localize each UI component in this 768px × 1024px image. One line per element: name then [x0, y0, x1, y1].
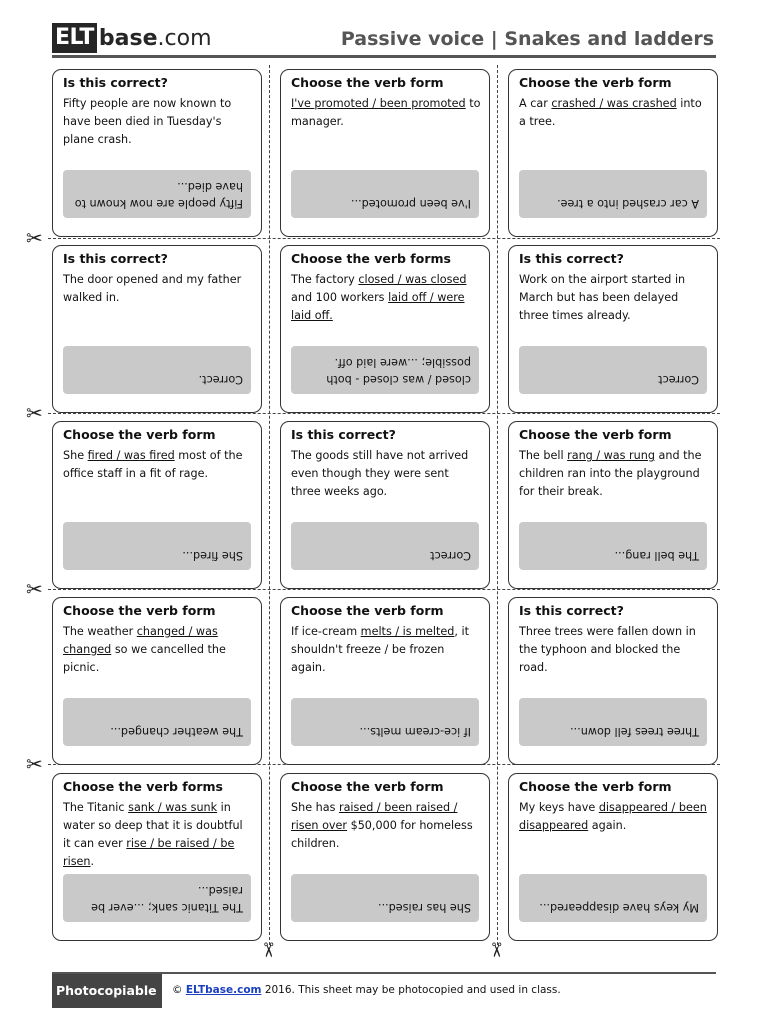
- eltbase-logo: [52, 22, 212, 54]
- answer-text: My keys have disappeared...: [539, 901, 699, 914]
- card-question: [63, 623, 253, 677]
- question-text: The Titanic: [63, 801, 129, 814]
- question-text: to manager.: [291, 97, 481, 128]
- question-text: , it shouldn't freeze / be frozen again.: [291, 625, 470, 674]
- cut-line-horizontal-2: [48, 413, 720, 414]
- answer-box: [291, 346, 479, 394]
- answer-text: Fifty people are now known to have died...: [74, 180, 243, 210]
- logo-box: ELT: [52, 23, 97, 53]
- answer-text: She fired...: [182, 549, 243, 562]
- scissors-icon: ✂: [26, 577, 43, 601]
- verb-choice: raised / been raised / risen over: [291, 801, 458, 832]
- answer-text: closed / was closed - both possible; ...were laid off.: [326, 356, 471, 386]
- answer-text: If ice-cream melts...: [359, 725, 471, 738]
- card-question: [63, 271, 253, 307]
- question-text: so we cancelled the picnic.: [63, 643, 226, 674]
- game-card: [508, 597, 718, 765]
- question-text: Three trees were fallen down in the typhoon and blocked the road.: [519, 625, 696, 674]
- card-title: Is this correct?: [519, 603, 624, 618]
- answer-box: [291, 698, 479, 746]
- game-card: [280, 245, 490, 413]
- answer-text: Correct: [430, 549, 471, 562]
- scissors-icon: ✂: [26, 752, 43, 776]
- card-question: [519, 447, 709, 501]
- verb-choice: laid off / were laid off.: [291, 291, 465, 322]
- question-text: My keys have: [519, 801, 599, 814]
- card-title: Choose the verb forms: [291, 251, 451, 266]
- card-question: [291, 447, 481, 501]
- verb-choice: sank / was sunk: [128, 801, 218, 814]
- cut-line-vertical-1: [269, 65, 270, 945]
- card-title: Choose the verb forms: [63, 779, 223, 794]
- card-title: Is this correct?: [63, 251, 168, 266]
- header-divider: [52, 55, 716, 58]
- verb-choice: crashed / was crashed: [551, 97, 677, 110]
- question-text: The weather: [63, 625, 137, 638]
- answer-box: [291, 874, 479, 922]
- question-text: A car: [519, 97, 552, 110]
- cut-line-horizontal-3: [48, 589, 720, 590]
- answer-text: A car crashed into a tree.: [557, 197, 699, 210]
- verb-choice: melts / is melted: [360, 625, 455, 638]
- card-title: Is this correct?: [291, 427, 396, 442]
- card-title: Choose the verb form: [519, 779, 672, 794]
- question-text: The goods still have not arrived even though they were sent three weeks ago.: [291, 449, 469, 498]
- card-question: [291, 799, 481, 853]
- game-card: [52, 245, 262, 413]
- card-title: Is this correct?: [519, 251, 624, 266]
- card-question: [519, 623, 709, 677]
- verb-choice: rang / was rung: [567, 449, 655, 462]
- game-card: [508, 245, 718, 413]
- answer-box: [63, 874, 251, 922]
- eltbase-link[interactable]: ELTbase.com: [185, 984, 262, 996]
- verb-choice: rise / be raised / be risen: [63, 837, 235, 868]
- card-title: Choose the verb form: [291, 603, 444, 618]
- answer-box: [519, 522, 707, 570]
- card-question: [291, 95, 481, 131]
- card-title: Choose the verb form: [63, 603, 216, 618]
- answer-text: Three trees fell down...: [570, 725, 699, 738]
- verb-choice: disappeared / been disappeared: [519, 801, 707, 832]
- question-text: She: [63, 449, 88, 462]
- question-text: $50,000 for homeless children.: [291, 819, 473, 850]
- question-text: If ice-cream: [291, 625, 361, 638]
- game-card: [508, 421, 718, 589]
- question-text: into a tree.: [519, 97, 702, 128]
- verb-choice: closed / was closed: [358, 273, 467, 286]
- answer-box: [63, 698, 251, 746]
- question-text: She has: [291, 801, 339, 814]
- card-title: Choose the verb form: [291, 779, 444, 794]
- answer-box: [519, 170, 707, 218]
- card-title: Choose the verb form: [519, 427, 672, 442]
- question-text: .: [90, 855, 95, 868]
- game-card: [508, 69, 718, 237]
- card-question: [291, 271, 481, 325]
- card-question: [519, 799, 709, 835]
- answer-text: Correct: [658, 373, 699, 386]
- game-card: [280, 597, 490, 765]
- answer-box: [291, 170, 479, 218]
- question-text: Work on the airport started in March but has been delayed three times already.: [519, 273, 686, 322]
- answer-text: I've been promoted...: [350, 197, 471, 210]
- answer-box: [519, 874, 707, 922]
- answer-text: She has raised...: [377, 901, 471, 914]
- answer-box: [63, 346, 251, 394]
- answer-box: [291, 522, 479, 570]
- page-title: Passive voice | Snakes and ladders: [340, 28, 714, 50]
- card-title: Choose the verb form: [63, 427, 216, 442]
- card-question: [519, 95, 709, 131]
- question-text: The factory: [291, 273, 359, 286]
- photocopiable-label: Photocopiable: [52, 974, 162, 1008]
- verb-choice: I've promoted / been promoted: [291, 97, 466, 110]
- card-question: [63, 447, 253, 483]
- question-text: and 100 workers: [291, 291, 389, 304]
- card-question: [63, 95, 253, 149]
- answer-text: The Titanic sank; ...ever be raised...: [91, 884, 243, 914]
- logo-wordmark: base.com: [98, 25, 212, 51]
- verb-choice: changed / was changed: [63, 625, 218, 656]
- game-card: [52, 69, 262, 237]
- card-title: Choose the verb form: [291, 75, 444, 90]
- card-title: Choose the verb form: [519, 75, 672, 90]
- question-text: in water so deep that it is doubtful it can ever: [63, 801, 243, 850]
- game-card: [52, 773, 262, 941]
- cut-line-horizontal-1: [48, 238, 720, 239]
- question-text: The bell: [519, 449, 568, 462]
- copyright-notice: © ELTbase.com 2016. This sheet may be photocopied and used in class.: [172, 984, 561, 996]
- scissors-icon: ✂: [256, 941, 281, 959]
- scissors-icon: ✂: [26, 226, 43, 250]
- answer-box: [519, 698, 707, 746]
- answer-text: The weather changed...: [110, 725, 243, 738]
- card-question: [519, 271, 709, 325]
- game-card: [280, 773, 490, 941]
- card-question: [63, 799, 253, 871]
- game-card: [52, 597, 262, 765]
- scissors-icon: ✂: [484, 941, 509, 959]
- question-text: again.: [588, 819, 627, 832]
- answer-box: [63, 170, 251, 218]
- game-card: [280, 69, 490, 237]
- question-text: most of the office staff in a fit of rage.: [63, 449, 243, 480]
- answer-text: The bell rang...: [614, 549, 699, 562]
- card-question: [291, 623, 481, 677]
- cut-line-vertical-2: [497, 65, 498, 945]
- question-text: and the children ran into the playground for their break.: [519, 449, 702, 498]
- game-card: [52, 421, 262, 589]
- game-card: [280, 421, 490, 589]
- question-text: The door opened and my father walked in.: [63, 273, 242, 304]
- verb-choice: fired / was fired: [87, 449, 175, 462]
- scissors-icon: ✂: [26, 401, 43, 425]
- question-text: Fifty people are now known to have been died in Tuesday's plane crash.: [63, 97, 232, 146]
- card-title: Is this correct?: [63, 75, 168, 90]
- answer-box: [519, 346, 707, 394]
- answer-text: Correct.: [198, 373, 243, 386]
- game-card: [508, 773, 718, 941]
- answer-box: [63, 522, 251, 570]
